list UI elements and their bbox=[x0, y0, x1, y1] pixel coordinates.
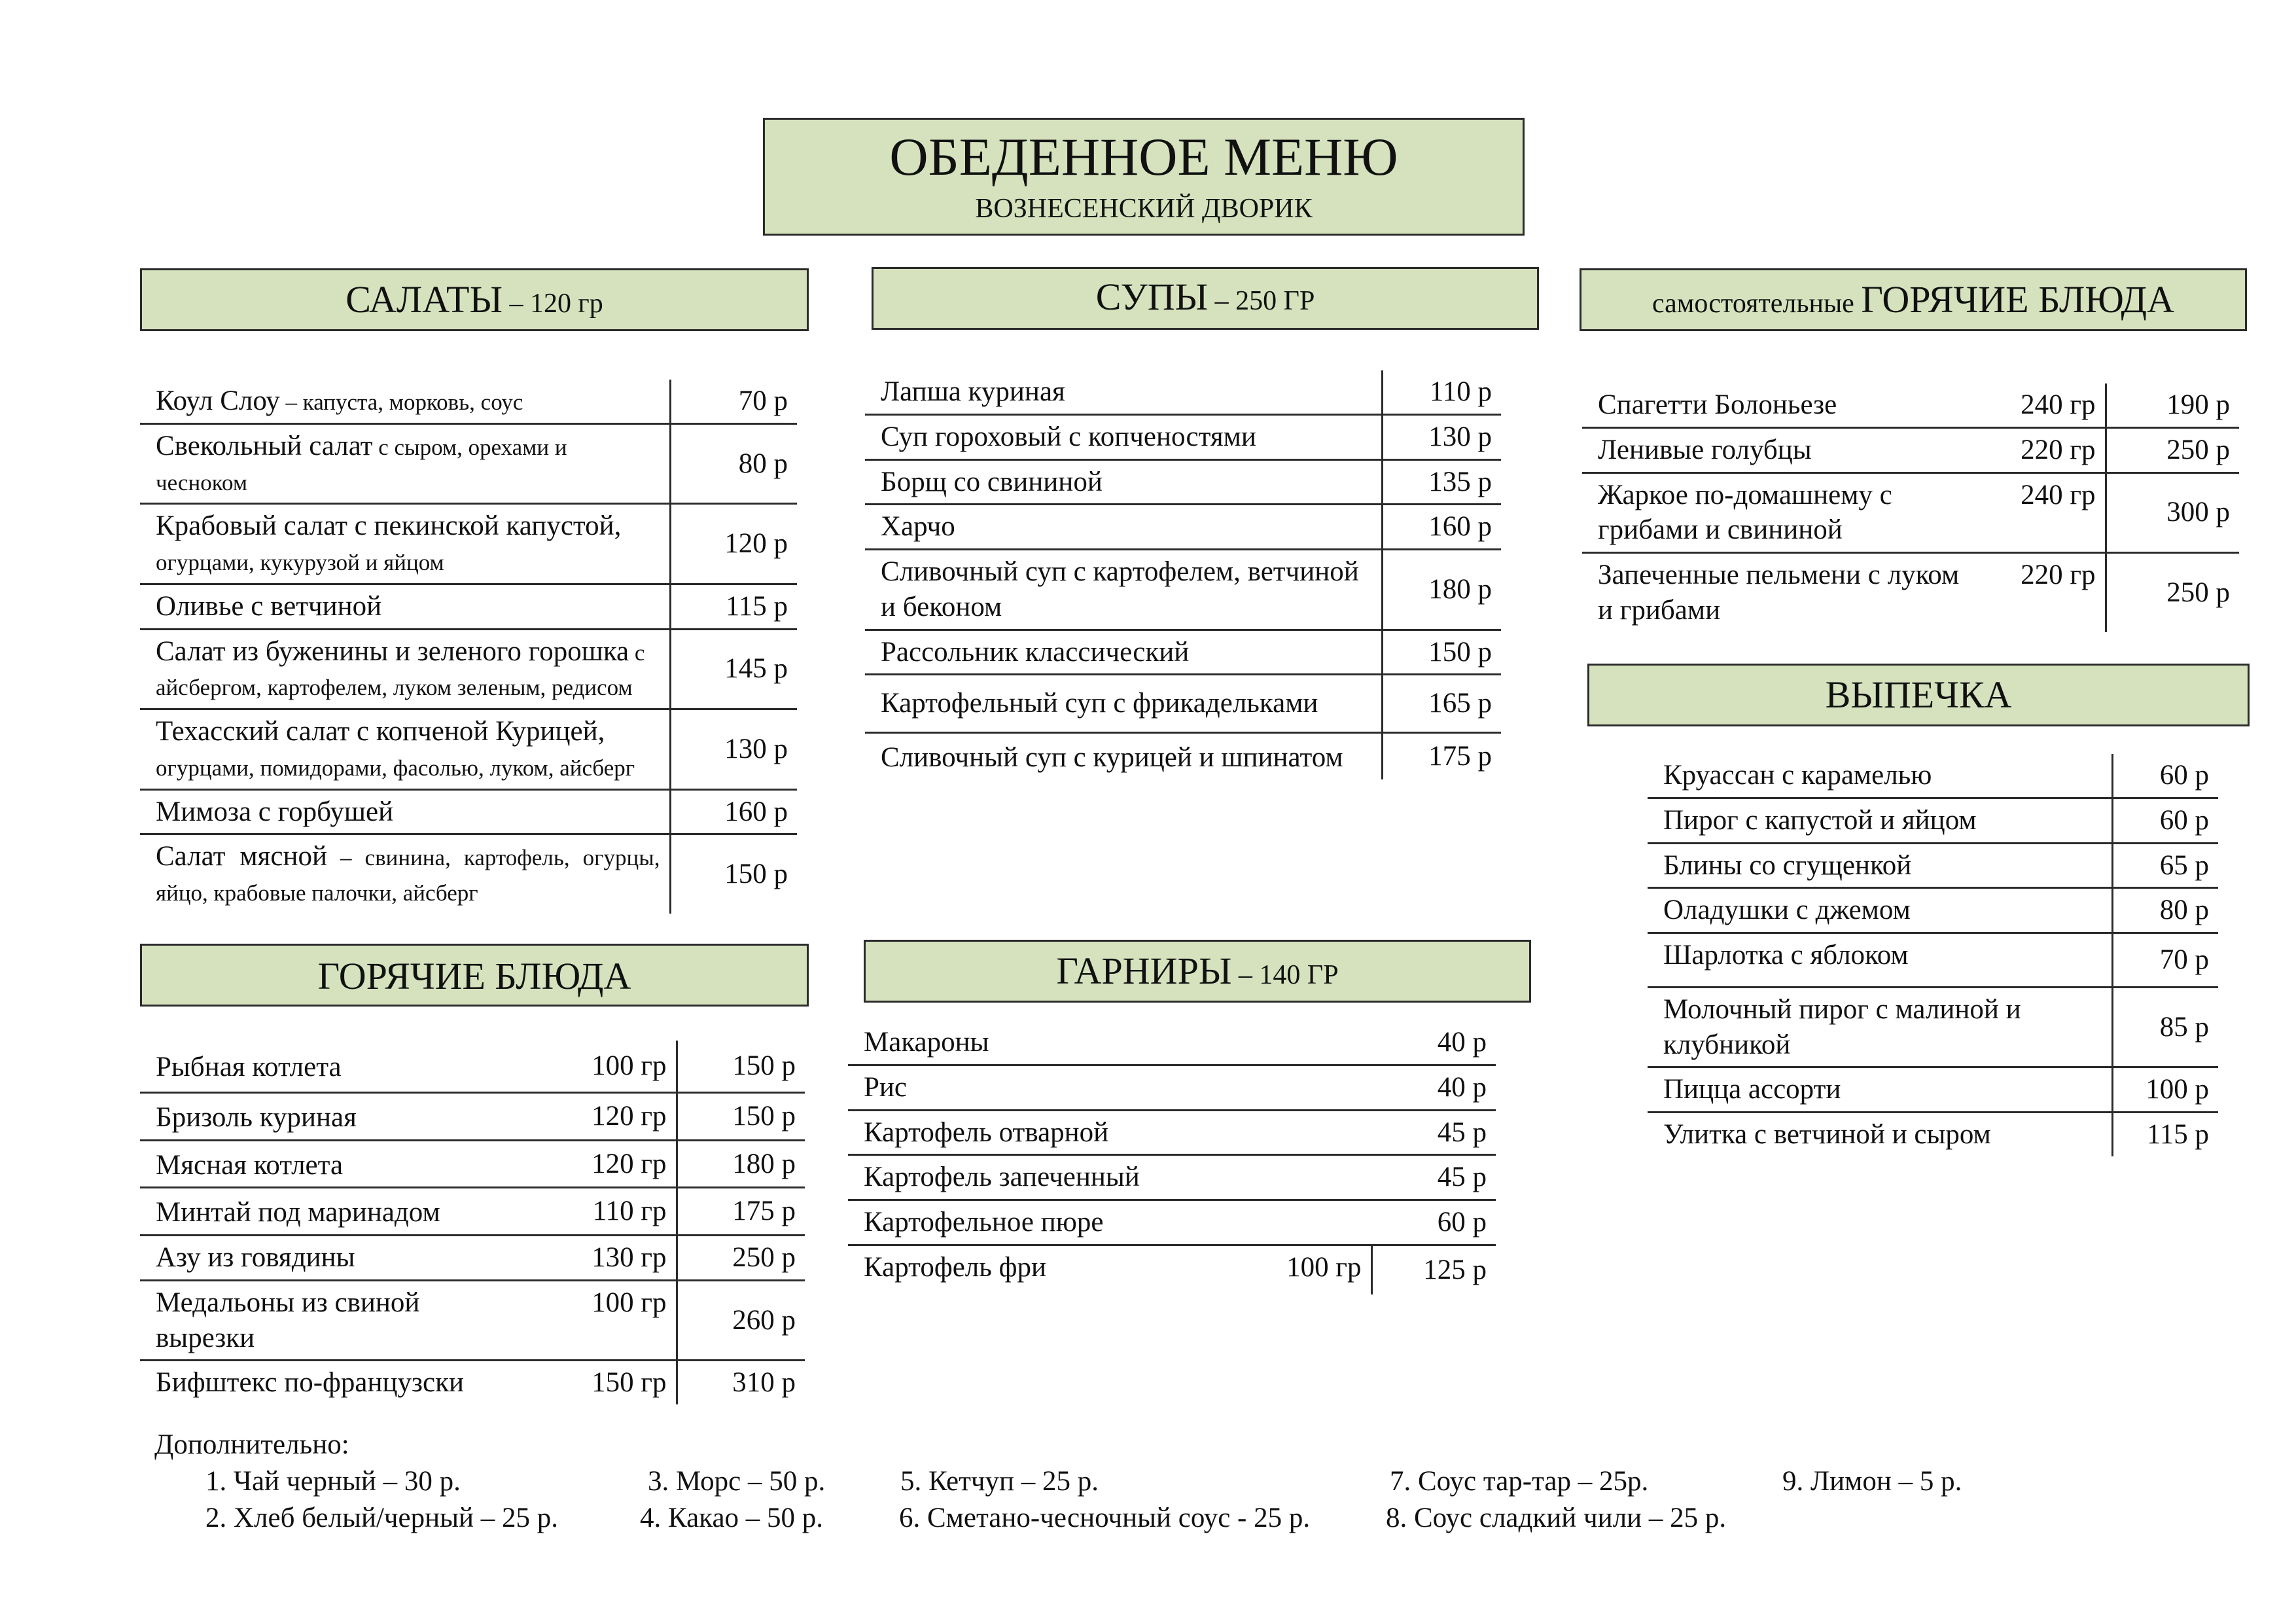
table-row bbox=[140, 1280, 805, 1361]
item-price: 180 р bbox=[1382, 550, 1501, 630]
item-price: 160 р bbox=[670, 789, 797, 834]
item-name: Техасский салат с копченой Курицей, bbox=[156, 716, 605, 747]
item-weight: 130 гр bbox=[592, 1242, 667, 1273]
item-name: Спагетти Болоньезе bbox=[1598, 389, 1837, 420]
table-row bbox=[140, 789, 797, 834]
item-price: 100 р bbox=[2112, 1067, 2218, 1113]
table-row bbox=[140, 1041, 805, 1092]
extras-section bbox=[154, 1427, 1962, 1537]
table-row bbox=[865, 550, 1501, 630]
item-name: Картофель фри bbox=[864, 1251, 1046, 1283]
item-price: 65 р bbox=[2112, 843, 2218, 888]
item-weight bbox=[1214, 1200, 1371, 1245]
item-price: 175 р bbox=[677, 1188, 805, 1236]
table-row bbox=[1648, 987, 2218, 1067]
item-name: Круассан с карамелью bbox=[1663, 760, 1932, 791]
table-row bbox=[848, 1200, 1496, 1245]
item-price: 110 р bbox=[1382, 370, 1501, 414]
table-row bbox=[140, 709, 797, 790]
item-price: 70 р bbox=[2112, 933, 2218, 988]
item-name: Борщ со свининой bbox=[881, 466, 1103, 497]
extras-item: 5. Кетчуп – 25 р. bbox=[900, 1465, 1099, 1497]
item-price: 130 р bbox=[670, 709, 797, 790]
item-weight: 120 гр bbox=[592, 1148, 667, 1179]
item-price: 60 р bbox=[2112, 754, 2218, 798]
table-row bbox=[140, 1092, 805, 1140]
soups-table bbox=[865, 370, 1501, 779]
item-price: 45 р bbox=[1437, 1162, 1487, 1193]
item-price: 70 р bbox=[670, 380, 797, 423]
bakery-title: ВЫПЕЧКА bbox=[1825, 673, 2012, 716]
item-weight: 220 гр bbox=[2021, 560, 2096, 590]
item-name: Суп гороховый с копченостями bbox=[881, 421, 1256, 452]
table-row bbox=[1648, 933, 2218, 988]
table-row bbox=[140, 629, 797, 709]
page-title: ОБЕДЕННОЕ МЕНЮ bbox=[889, 127, 1398, 187]
item-desc: – свинина, картофель, огурцы, яйцо, крабовые палочки, айсберг bbox=[156, 845, 660, 906]
table-row bbox=[140, 834, 797, 914]
item-weight: 220 гр bbox=[2021, 434, 2096, 465]
item-price: 250 р bbox=[677, 1236, 805, 1281]
table-row bbox=[848, 1065, 1496, 1110]
item-price: 135 р bbox=[1382, 459, 1501, 505]
item-name: Салат мясной bbox=[156, 841, 327, 872]
table-row bbox=[848, 1021, 1496, 1065]
item-price: 150 р bbox=[670, 834, 797, 914]
table-row bbox=[848, 1155, 1496, 1200]
item-price: 115 р bbox=[670, 584, 797, 629]
item-name: Сливочный суп с картофелем, ветчиной и беконом bbox=[881, 556, 1359, 622]
table-row bbox=[865, 733, 1501, 779]
table-row bbox=[865, 370, 1501, 414]
extras-row bbox=[154, 1463, 1962, 1500]
soups-title-note: – 250 ГР bbox=[1208, 286, 1315, 316]
item-name: Бифштекс по-французски bbox=[156, 1367, 464, 1399]
item-name: Рыбная котлета bbox=[156, 1052, 342, 1082]
bakery-table bbox=[1648, 754, 2218, 1156]
table-row bbox=[1648, 1113, 2218, 1156]
table-row bbox=[1582, 473, 2239, 553]
item-weight: 240 гр bbox=[2021, 389, 2096, 420]
sides-table bbox=[848, 1021, 1496, 1294]
item-name: Ленивые голубцы bbox=[1598, 434, 1812, 465]
table-row bbox=[1648, 1067, 2218, 1113]
item-price: 85 р bbox=[2112, 987, 2218, 1067]
extras-item: 3. Морс – 50 р. bbox=[648, 1465, 826, 1497]
item-name: Азу из говядины bbox=[156, 1242, 355, 1273]
soups-header bbox=[872, 267, 1539, 330]
table-row bbox=[1582, 383, 2239, 427]
salads-table bbox=[140, 380, 797, 914]
hot-standalone-table bbox=[1582, 383, 2239, 632]
item-price: 130 р bbox=[1382, 414, 1501, 459]
item-name: Картофель запеченный bbox=[864, 1162, 1140, 1193]
item-name: Жаркое по-домашнему с грибами и свининой bbox=[1598, 479, 1892, 546]
table-row bbox=[1648, 798, 2218, 843]
bakery-header bbox=[1587, 664, 2250, 726]
extras-item: 6. Сметано-чесночный соус - 25 р. bbox=[899, 1502, 1311, 1533]
item-name: Бризоль куриная bbox=[156, 1101, 357, 1133]
item-weight bbox=[1214, 1021, 1371, 1065]
table-row bbox=[865, 414, 1501, 459]
table-row bbox=[865, 630, 1501, 675]
soups-title: СУПЫ bbox=[1095, 276, 1209, 318]
item-name: Коул Слоу bbox=[156, 385, 280, 416]
item-name: Пицца ассорти bbox=[1663, 1074, 1841, 1105]
item-price: 45 р bbox=[1437, 1116, 1487, 1148]
item-name: Рассольник классический bbox=[881, 636, 1190, 668]
extras-row bbox=[154, 1500, 1962, 1537]
table-row bbox=[140, 380, 797, 423]
table-row bbox=[140, 584, 797, 629]
item-price: 165 р bbox=[1382, 675, 1501, 733]
table-row bbox=[1648, 888, 2218, 933]
item-price: 160 р bbox=[1382, 505, 1501, 550]
hot-standalone-header bbox=[1580, 268, 2247, 331]
item-price: 115 р bbox=[2112, 1113, 2218, 1156]
item-weight: 120 гр bbox=[592, 1100, 667, 1132]
item-name: Сливочный суп с курицей и шпинатом bbox=[881, 742, 1343, 773]
table-row bbox=[1582, 553, 2239, 632]
item-weight: 100 гр bbox=[592, 1050, 667, 1081]
item-name: Картофель отварной bbox=[864, 1116, 1109, 1148]
item-name: Рис bbox=[864, 1071, 908, 1103]
item-name: Улитка с ветчиной и сыром bbox=[1663, 1119, 1991, 1150]
item-price: 310 р bbox=[677, 1361, 805, 1404]
item-name: Медальоны из свиной вырезки bbox=[156, 1287, 420, 1353]
item-price: 80 р bbox=[2112, 888, 2218, 933]
table-row bbox=[865, 505, 1501, 550]
item-name: Запеченные пельмени с луком и грибами bbox=[1598, 560, 1960, 626]
item-weight: 150 гр bbox=[592, 1367, 667, 1399]
item-price: 190 р bbox=[2106, 383, 2239, 427]
table-row bbox=[1582, 427, 2239, 473]
menu-header bbox=[763, 118, 1525, 236]
table-row bbox=[140, 1236, 805, 1281]
hot-header bbox=[140, 944, 809, 1007]
item-price: 150 р bbox=[677, 1041, 805, 1092]
item-price: 300 р bbox=[2106, 473, 2239, 553]
item-price: 250 р bbox=[2106, 553, 2239, 632]
extras-item: 9. Лимон – 5 р. bbox=[1782, 1465, 1962, 1497]
item-price: 145 р bbox=[670, 629, 797, 709]
item-price: 150 р bbox=[677, 1092, 805, 1140]
item-price: 120 р bbox=[670, 504, 797, 584]
item-desc: с айсбергом, картофелем, луком зеленым, редисом bbox=[156, 639, 645, 701]
item-price: 260 р bbox=[677, 1280, 805, 1361]
table-row bbox=[1648, 843, 2218, 888]
hot-table bbox=[140, 1041, 805, 1404]
table-row bbox=[140, 1361, 805, 1404]
salads-title: САЛАТЫ bbox=[345, 278, 503, 321]
table-row bbox=[140, 504, 797, 584]
extras-item: 1. Чай черный – 30 р. bbox=[205, 1465, 461, 1497]
item-name: Шарлотка с яблоком bbox=[1663, 940, 1909, 971]
extras-item: 8. Соус сладкий чили – 25 р. bbox=[1386, 1502, 1727, 1533]
item-name: Свекольный салат bbox=[156, 430, 373, 461]
sides-header bbox=[864, 940, 1531, 1003]
table-row bbox=[848, 1245, 1496, 1294]
item-weight bbox=[1214, 1110, 1371, 1155]
item-price: 60 р bbox=[1437, 1207, 1487, 1238]
item-name: Картофельный суп с фрикадельками bbox=[881, 688, 1318, 719]
item-name: Оливье с ветчиной bbox=[156, 590, 382, 622]
item-name: Мясная котлета bbox=[156, 1149, 344, 1181]
salads-header bbox=[140, 268, 809, 331]
item-weight: 240 гр bbox=[2021, 479, 2096, 510]
item-weight: 100 гр bbox=[1286, 1251, 1362, 1283]
salads-title-note: – 120 гр bbox=[503, 289, 603, 319]
item-name: Оладушки с джемом bbox=[1663, 895, 1911, 926]
item-name: Крабовый салат с пекинской капустой, bbox=[156, 510, 622, 542]
page-subtitle: ВОЗНЕСЕНСКИЙ ДВОРИК bbox=[975, 194, 1313, 224]
item-name: Молочный пирог с малиной и клубникой bbox=[1663, 993, 2021, 1060]
item-price: 175 р bbox=[1382, 733, 1501, 779]
item-name: Макароны bbox=[864, 1027, 989, 1058]
item-price: 40 р bbox=[1437, 1027, 1487, 1058]
item-price: 60 р bbox=[2112, 798, 2218, 843]
item-price: 250 р bbox=[2106, 427, 2239, 473]
item-name: Салат из буженины и зеленого горошка bbox=[156, 635, 629, 667]
table-row bbox=[1648, 754, 2218, 798]
item-weight bbox=[1214, 1155, 1371, 1200]
item-name: Картофельное пюре bbox=[864, 1207, 1104, 1238]
item-weight: 100 гр bbox=[592, 1287, 667, 1318]
item-price: 80 р bbox=[670, 423, 797, 504]
item-desc: огурцами, помидорами, фасолью, луком, айсберг bbox=[156, 755, 635, 781]
table-row bbox=[140, 423, 797, 504]
table-row bbox=[865, 675, 1501, 733]
item-price: 180 р bbox=[677, 1140, 805, 1188]
item-name: Харчо bbox=[881, 511, 955, 543]
item-desc: с сыром, орехами и чесноком bbox=[156, 434, 567, 495]
item-name: Блины со сгущенкой bbox=[1663, 849, 1912, 881]
item-price: 40 р bbox=[1437, 1071, 1487, 1103]
item-desc: – капуста, морковь, соус bbox=[279, 389, 523, 415]
item-price: 150 р bbox=[1382, 630, 1501, 675]
item-weight: 110 гр bbox=[592, 1196, 667, 1227]
extras-item: 4. Какао – 50 р. bbox=[640, 1502, 824, 1533]
item-name: Лапша куриная bbox=[881, 376, 1065, 407]
hot-title: ГОРЯЧИЕ БЛЮДА bbox=[317, 955, 631, 997]
table-row bbox=[140, 1188, 805, 1236]
extras-item: 2. Хлеб белый/черный – 25 р. bbox=[205, 1502, 559, 1533]
sides-title: ГАРНИРЫ bbox=[1056, 950, 1232, 992]
item-name: Пирог с капустой и яйцом bbox=[1663, 804, 1977, 836]
table-row bbox=[865, 459, 1501, 505]
item-price: 125 р bbox=[1371, 1245, 1496, 1294]
item-weight bbox=[1214, 1065, 1371, 1110]
item-desc: огурцами, кукурузой и яйцом bbox=[156, 550, 444, 575]
hot-standalone-title: ГОРЯЧИЕ БЛЮДА bbox=[1861, 278, 2174, 321]
table-row bbox=[140, 1140, 805, 1188]
table-row bbox=[848, 1110, 1496, 1155]
extras-item: 7. Соус тар-тар – 25р. bbox=[1390, 1465, 1649, 1497]
item-name: Мимоза с горбушей bbox=[156, 796, 394, 827]
hot-standalone-title-note: самостоятельные bbox=[1652, 289, 1862, 319]
item-name: Минтай под маринадом bbox=[156, 1197, 440, 1228]
extras-title: Дополнительно: bbox=[154, 1429, 349, 1460]
sides-title-note: – 140 ГР bbox=[1231, 960, 1339, 990]
